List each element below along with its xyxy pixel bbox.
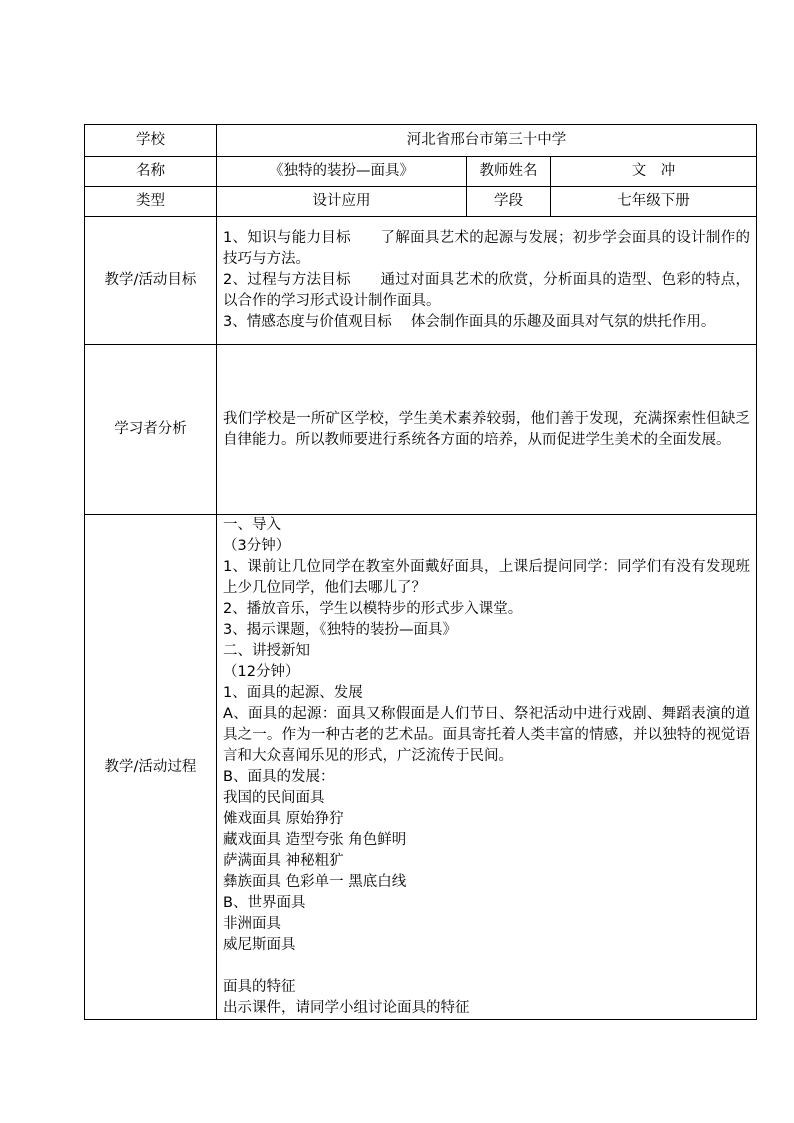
school-label: 学校	[85, 125, 217, 157]
process-line: （3分钟）	[223, 538, 291, 554]
lesson-title: 《独特的装扮—面具》	[217, 157, 467, 187]
stage-value: 七年级下册	[551, 187, 757, 217]
lesson-plan-table	[84, 124, 757, 1020]
objective-item: 1、知识与能力目标 了解面具艺术的起源与发展；初步学会面具的设计制作的技巧与方法。	[223, 230, 750, 267]
process-line: （12分钟）	[223, 664, 300, 680]
process-line: 傩戏面具 原始狰狞	[223, 811, 344, 827]
learner-text: 我们学校是一所矿区学校，学生美术素养较弱，他们善于发现，充满探索性但缺乏自律能力。所以教师要进行系统各方面的培养，从而促进学生美术的全面发展。	[223, 410, 750, 448]
process-row	[85, 515, 757, 1020]
process-line: 威尼斯面具	[223, 937, 296, 953]
objective-item: 2、过程与方法目标 通过对面具艺术的欣赏，分析面具的造型、色彩的特点，以合作的学习形式设计制作面具。	[223, 272, 750, 309]
teacher-label: 教师姓名	[467, 157, 551, 187]
teacher-name: 文 冲	[551, 157, 757, 187]
process-line: 出示课件，请同学小组讨论面具的特征	[223, 1000, 470, 1016]
process-line: 1、课前让几位同学在教室外面戴好面具，上课后提问同学：同学们有没有发现班上少几位同学，他们去哪儿了？	[223, 559, 750, 596]
blank-line	[223, 956, 750, 977]
objectives-label: 教学/活动目标	[85, 217, 217, 345]
school-row	[85, 125, 757, 157]
type-label: 类型	[85, 187, 217, 217]
learner-content	[217, 345, 757, 515]
process-line: 萨满面具 神秘粗犷	[223, 853, 344, 869]
school-value: 河北省邢台市第三十中学	[217, 125, 757, 157]
process-line: 藏戏面具 造型夸张 角色鲜明	[223, 832, 407, 848]
process-content	[217, 515, 757, 1020]
type-row	[85, 187, 757, 217]
name-label: 名称	[85, 157, 217, 187]
objectives-content	[217, 217, 757, 345]
process-line: 我国的民间面具	[223, 790, 325, 806]
name-row	[85, 157, 757, 187]
process-line: 1、面具的起源、发展	[223, 685, 363, 701]
process-line: 非洲面具	[223, 916, 281, 932]
process-line: 3、揭示课题，《独特的装扮—面具》	[223, 622, 457, 638]
process-line: 二、讲授新知	[223, 643, 310, 659]
type-value: 设计应用	[217, 187, 467, 217]
stage-label: 学段	[467, 187, 551, 217]
process-line: B、面具的发展：	[223, 769, 335, 785]
learner-row	[85, 345, 757, 515]
objective-item: 3、情感态度与价值观目标 体会制作面具的乐趣及面具对气氛的烘托作用。	[223, 314, 716, 330]
process-label: 教学/活动过程	[85, 515, 217, 1020]
learner-label: 学习者分析	[85, 345, 217, 515]
process-line: B、世界面具	[223, 895, 306, 911]
process-line: 面具的特征	[223, 979, 296, 995]
process-line: A、面具的起源：面具又称假面是人们节日、祭祀活动中进行戏剧、舞蹈表演的道具之一。作为一种古老的艺术品。面具寄托着人类丰富的情感，并以独特的视觉语言和大众喜闻乐见的形式，广泛流传于民间。	[223, 706, 750, 764]
process-line: 2、播放音乐，学生以模特步的形式步入课堂。	[223, 601, 523, 617]
objectives-row	[85, 217, 757, 345]
process-line: 彝族面具 色彩单一 黑底白线	[223, 874, 407, 890]
process-line: 一、导入	[223, 517, 281, 533]
